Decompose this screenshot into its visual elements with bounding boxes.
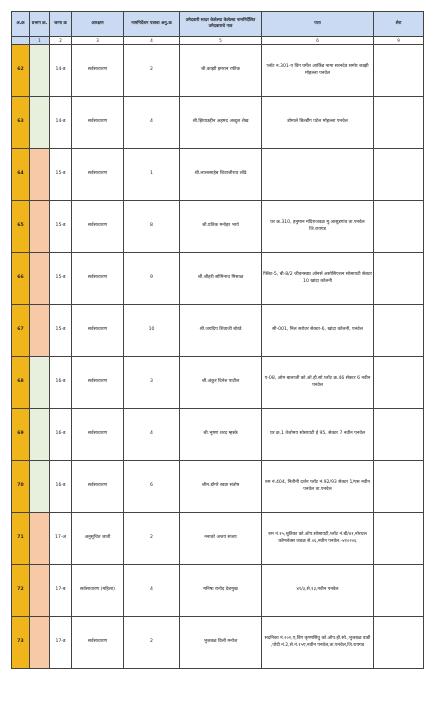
serial-cell: 66 [12,253,30,305]
form-no-cell: 3 [124,357,180,409]
form-no-cell: 4 [124,565,180,617]
serial-cell: 62 [12,45,30,97]
seat-cell: 17-ब [50,565,72,617]
ward-cell [30,409,50,461]
column-number: 9 [374,37,424,45]
header-seat: जागा क्र [50,12,72,37]
column-number: 3 [72,37,124,45]
nomination-table [11,11,424,669]
form-no-cell: 2 [124,45,180,97]
reservation-cell: अनुसूचित जाती [72,513,124,565]
candidate-name-cell: श्री.प्रतिक मनोहर भाये [180,201,262,253]
table-row [12,565,424,617]
candidate-name-cell: भुजबळ विली मनोज [180,617,262,669]
serial-cell: 73 [12,617,30,669]
remarks-cell [374,253,424,305]
candidate-name-cell: मनिषा रानोद देशमुख [180,565,262,617]
table-row [12,513,424,565]
ward-cell [30,513,50,565]
candidate-name-cell: श्री.भूषण शरद म्हस्के [180,409,262,461]
ward-cell [30,253,50,305]
reservation-cell: सर्वसाधारण [72,149,124,201]
serial-cell: 65 [12,201,30,253]
seat-cell: 16-ड [50,357,72,409]
ward-cell [30,201,50,253]
form-no-cell: 4 [124,97,180,149]
seat-cell: 17-ड [50,617,72,669]
remarks-cell [374,461,424,513]
seat-cell: 16-ड [50,461,72,513]
reservation-cell: सर्वसाधारण [72,409,124,461]
remarks-cell [374,149,424,201]
reservation-cell: सर्वसाधारण [72,305,124,357]
table-row [12,305,424,357]
column-number: 4 [124,37,180,45]
table-row [12,461,424,513]
candidate-name-cell: श्री.लालासाहेब शिवाजीराव लोंढे [180,149,262,201]
table-row [12,409,424,461]
column-number [12,37,30,45]
ward-cell [30,357,50,409]
seat-cell: 17-अ [50,513,72,565]
address-cell [262,149,374,201]
candidate-name-cell: श्री.श्रीहरी सोमिनाथ मिसाळ [180,253,262,305]
remarks-cell [374,513,424,565]
header-candidate-name: उमेदवारी सादर केलेल्या केलेल्या नामनिर्देशित उमेदवाराचे नाव [180,12,262,37]
form-no-cell: 4 [124,409,180,461]
form-no-cell: 10 [124,305,180,357]
table-row [12,201,424,253]
serial-cell: 68 [12,357,30,409]
remarks-cell [374,305,424,357]
address-cell: रुम नं.१५,श्रुतिका को.ऑप.सोसायटी,प्लॉट नं.बी/४१,नोरथल कॉम्प्लेक्स जवळ से.०६,नवीन पनवेल.-४१०२०६ [262,513,374,565]
seat-cell: 14-ड [50,97,72,149]
table-row [12,149,424,201]
remarks-cell [374,201,424,253]
address-cell: घर क्र.310, हनुमान मंदिराजवळ मु.आसुडगांव ता.पनवेल जि.रायगड [262,201,374,253]
remarks-cell [374,97,424,149]
column-number: 6 [262,37,374,45]
header-row [12,12,424,37]
serial-cell: 64 [12,149,30,201]
candidate-name-cell: ननावरे अजय संजय [180,513,262,565]
seat-cell: 15-ड [50,201,72,253]
candidate-name-cell: श्री.अंकुर दिनेश पाटील [180,357,262,409]
column-number: 5 [180,37,262,45]
candidate-name-cell: श्री.काझी इमरान रफीक [180,45,262,97]
serial-cell: 67 [12,305,30,357]
form-no-cell: 2 [124,513,180,565]
address-cell: रुम नं.404, नितीनी दर्शन प्लॉट नं.92/93 सेक्टर 1/एस नवीन पनवेल ता.पनवेल [262,461,374,513]
form-no-cell: 2 [124,617,180,669]
header-ward: प्रभाग क्र. [30,12,50,37]
seat-cell: 16-ड [50,409,72,461]
form-no-cell: 9 [124,253,180,305]
address-cell: फ्लिट-5, बी-8/2 जीवनस्वप्न ओनर्स असोसिएशन सोसायटी सेक्टर 10 खांदा कॉलनी [262,253,374,305]
form-no-cell: 8 [124,201,180,253]
address-cell: ४९/३,से.१३,नवीन पनवेल [262,565,374,617]
ward-cell [30,565,50,617]
column-number: 2 [50,37,72,45]
ward-cell [30,45,50,97]
header-serial: अ.क्र [12,12,30,37]
remarks-cell [374,45,424,97]
reservation-cell: सर्वसाधारण [72,617,124,669]
form-no-cell: 1 [124,149,180,201]
header-remarks: शेरा [374,12,424,37]
ward-cell [30,617,50,669]
table-row [12,617,424,669]
address-cell: प्लॉट न.301-ए विंग घर्मेश आर्किड नामा सरनदेव समोर काझी मोहल्ला पनवेल [262,45,374,97]
column-number-row [12,37,424,45]
address-cell: ए-08, ओम बालाजी को.ऑ.हौ.सो.प्लॉट क्र.46 सेक्टर 6 नवीन पनवेल [262,357,374,409]
header-form-no: नामनिर्देशन पत्राचा अनु.क्र [124,12,180,37]
serial-cell: 72 [12,565,30,617]
serial-cell: 70 [12,461,30,513]
seat-cell: 15-ड [50,253,72,305]
seat-cell: 14-ड [50,45,72,97]
column-number: 1 [30,37,50,45]
header-address: पत्ता [262,12,374,37]
reservation-cell: सर्वसाधारण (महिला) [72,565,124,617]
ward-cell [30,149,50,201]
form-no-cell: 6 [124,461,180,513]
remarks-cell [374,565,424,617]
candidate-name-cell: श्री.झियाउद्दीन अहमद अब्दुल शेख [180,97,262,149]
reservation-cell: सर्वसाधारण [72,461,124,513]
reservation-cell: सर्वसाधारण [72,97,124,149]
header-reservation: आरक्षण [72,12,124,37]
seat-cell: 15-ड [50,305,72,357]
serial-cell: 63 [12,97,30,149]
address-cell: डोमाले बिल्डींग पटेल मोहल्ला पनवेल [262,97,374,149]
remarks-cell [374,617,424,669]
candidate-name-cell: श्री.जयदिप शिवाजी बोरडे [180,305,262,357]
remarks-cell [374,409,424,461]
address-cell: घर क्र.1 तेजोमय सोसायटी ई 95, सेक्टर 7 नवीन पनवेल [262,409,374,461]
table-row [12,357,424,409]
reservation-cell: सर्वसाधारण [72,253,124,305]
table-row [12,97,424,149]
table-row [12,253,424,305]
candidate-name-cell: श्रीम.डोंगरे स्वप्ना संतोष [180,461,262,513]
ward-cell [30,461,50,513]
table-row [12,45,424,97]
ward-cell [30,97,50,149]
reservation-cell: सर्वसाधारण [72,357,124,409]
seat-cell: 15-ड [50,149,72,201]
serial-cell: 71 [12,513,30,565]
ward-cell [30,305,50,357]
remarks-cell [374,357,424,409]
reservation-cell: सर्वसाधारण [72,45,124,97]
serial-cell: 69 [12,409,30,461]
reservation-cell: सर्वसाधारण [72,201,124,253]
address-cell: सदनिका नं.२०१,ए,विंग कृष्णसिंधु को.ऑप.हौ.सो.,भुजबळ वाडी ,पोदी नं.2,से.नं.१५ए,नवीन पनवेल,ता.पनवेल,जि.रायगड [262,617,374,669]
address-cell: सी-001, निल सरोवर सेक्टर-6, खांदा कॉलनी, पनवेल [262,305,374,357]
